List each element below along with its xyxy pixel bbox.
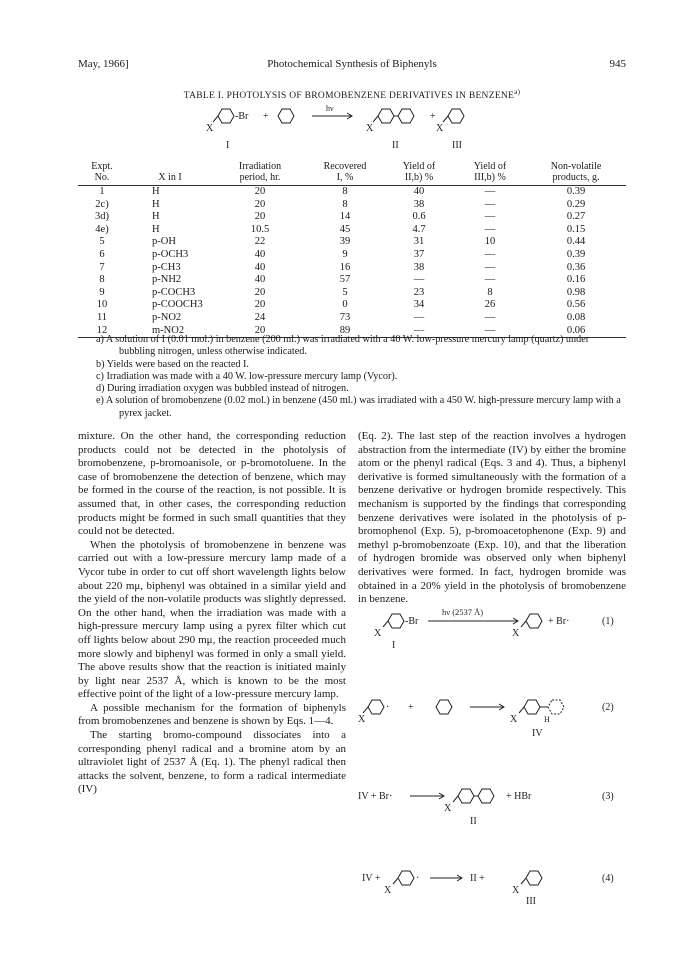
cell-period: 24	[254, 311, 266, 323]
header-date: May, 1966]	[78, 58, 129, 70]
footnote-a: a) A solution of I (0.01 mol.) in benzene (200 ml.) was irradiated with a 40 W. low-pressure mercury lamp (quartz) under bubbling nitrogen, unless otherwise indicated.	[96, 334, 590, 358]
table-row	[78, 211, 626, 224]
cell-y2: 31	[413, 236, 425, 248]
scheme-x-3: X	[436, 123, 444, 134]
cell-period: 20	[214, 325, 306, 338]
eq2-ring-radical	[368, 700, 384, 714]
eq1-ring-reactant	[388, 614, 404, 628]
paragraph: mixture. On the other hand, the corresponding reduction products could not be detected in the photolysis of bromobenzene, p-bromoanisole, or p-bromotoluene. In the case of bromobenzene the detection of benzene, which may be formed in the course of the reaction, is not possible. It is assumed that, in other cases, the corresponding reduction products might be formed in such small quantities that they could not be detected.	[78, 430, 346, 538]
cell-x: m-NO2	[126, 325, 214, 338]
cell-period: 22	[254, 236, 266, 248]
scheme-label-III: III	[452, 140, 462, 151]
cell-rec: 9	[342, 248, 348, 260]
cell-no: 7	[99, 261, 105, 273]
table-caption-sup: a)	[514, 88, 521, 96]
cell-no: 1	[99, 186, 105, 197]
eq3-ring-II-a	[458, 789, 474, 803]
cell-y3: —	[484, 186, 496, 197]
scheme-br: -Br	[235, 111, 249, 122]
ring-bromobenzene	[218, 109, 234, 123]
cell-period: 20	[254, 211, 266, 223]
eq2-h: H	[544, 715, 550, 724]
reaction-scheme	[200, 100, 530, 156]
ring-product-II-b	[398, 109, 414, 123]
table-row	[78, 262, 626, 275]
cell-nv: 0.08	[566, 311, 586, 323]
ring-product-II-a	[378, 109, 394, 123]
page-number: 945	[609, 58, 626, 70]
th-recovered: Recovered I, %	[306, 160, 384, 186]
cell-no: 6	[99, 248, 105, 260]
cell-y3: 8	[487, 286, 493, 298]
cell-period: 20	[254, 198, 266, 210]
table-caption-text: TABLE I. PHOTOLYSIS OF BROMOBENZENE DERIVATIVES IN BENZENE	[183, 91, 515, 102]
table-row	[78, 299, 626, 312]
cell-nv: 0.44	[566, 236, 586, 248]
cell-y2: —	[384, 325, 454, 338]
ring-benzene	[278, 109, 294, 123]
cell-no: 3d)	[95, 211, 109, 223]
cell-rec: 45	[339, 223, 351, 235]
th-expt: Expt. No.	[78, 160, 126, 186]
cell-y3: —	[484, 248, 496, 260]
cell-nv: 0.56	[566, 299, 586, 311]
ring-product-III	[448, 109, 464, 123]
footnote-d: d) During irradiation oxygen was bubbled instead of nitrogen.	[96, 383, 349, 395]
eq4-label-III: III	[526, 896, 536, 906]
cell-x: p-CH3	[152, 261, 181, 273]
eq3-rhs: + HBr	[506, 791, 532, 802]
cell-period: 20	[254, 286, 266, 298]
cell-period: 40	[254, 248, 266, 260]
cell-nv: 0.06	[526, 325, 626, 338]
scheme-plus-2: +	[430, 111, 436, 122]
eq4-lhs: IV +	[362, 873, 381, 884]
cell-nv: 0.39	[566, 186, 586, 197]
scheme-hv: hν	[326, 104, 334, 113]
cell-y2: 38	[413, 261, 425, 273]
table-header-row	[78, 160, 626, 186]
eq2-label-IV: IV	[532, 728, 543, 739]
scheme-plus-1: +	[263, 111, 269, 122]
table-row	[78, 249, 626, 262]
cell-y3: —	[484, 211, 496, 223]
footnote-b: b) Yields were based on the reacted I.	[96, 358, 249, 370]
eq1-label-I: I	[392, 640, 396, 651]
footnote-e: e) A solution of bromobenzene (0.02 mol.) in benzene (450 ml.) was irradiated with a 450 W. high-pressure mercury lamp with a pyrex jacket.	[96, 395, 621, 419]
cell-rec: 0	[342, 299, 348, 311]
th-nonvolatile: Non-volatile products, g.	[526, 160, 626, 186]
cell-rec: 8	[342, 198, 348, 210]
eq2-ring-IV-a	[524, 700, 540, 714]
scheme-x-2: X	[366, 123, 374, 134]
table-row	[78, 236, 626, 249]
footnote-c: c) Irradiation was made with a 40 W. low-pressure mercury lamp (Vycor).	[96, 370, 398, 382]
cell-no: 2c)	[95, 198, 109, 210]
cell-rec: 73	[339, 311, 351, 323]
cell-y3: —	[484, 274, 496, 286]
cell-y2: 37	[413, 248, 425, 260]
eq4-dot: ·	[416, 873, 420, 884]
data-table	[78, 160, 626, 338]
eq2-x-right: X	[510, 714, 518, 725]
table-row	[78, 186, 626, 199]
eq3-lhs: IV + Br·	[358, 791, 393, 802]
mechanism-equations	[358, 596, 628, 906]
cell-y2: 0.6	[412, 211, 426, 223]
header-title: Photochemical Synthesis of Biphenyls	[267, 58, 437, 70]
cell-y3: —	[484, 311, 496, 323]
cell-x: H	[152, 223, 160, 235]
cell-nv: 0.98	[566, 286, 586, 298]
cell-x: p-NO2	[152, 311, 182, 323]
cell-nv: 0.29	[566, 198, 586, 210]
table-row	[78, 287, 626, 300]
cell-x: H	[152, 211, 160, 223]
eq2-plus: +	[408, 702, 414, 713]
table-row	[78, 224, 626, 237]
scheme-label-II: II	[392, 140, 399, 151]
cell-y2: 40	[413, 186, 425, 197]
cell-x: p-OCH3	[152, 248, 189, 260]
cell-y2: 34	[413, 299, 425, 311]
cell-y2: —	[413, 274, 425, 286]
cell-no: 12	[78, 325, 126, 338]
table-row	[78, 274, 626, 287]
cell-y3: —	[484, 261, 496, 273]
cell-nv: 0.27	[566, 211, 586, 223]
eq2-number: (2)	[602, 702, 614, 713]
table-footnotes	[96, 334, 626, 420]
eq3-ring-II-b	[478, 789, 494, 803]
cell-y2: 38	[413, 198, 425, 210]
eq4-ring-III	[526, 871, 542, 885]
scheme-x-1: X	[206, 123, 214, 134]
paragraph: When the photolysis of bromobenzene in benzene was carried out with a low-pressure mercury lamp made of a Vycor tube in order to cut off short wavelength lights below about 220 mμ, biphenyl was obtained in a similar yield and the yield of the non-volatile products was slightly depressed. On the other hand, when the irradiation was made with a high-pressure mercury lamp using a pyrex filter which cut off lights below about 290 mμ, the reaction proceeded much more slowly and biphenyl was formed in only a small yield. The above results show that the reaction is initiated mainly by light near 2537 Å, which is known to be the most effective point of the light of a low-pressure mercury lamp.	[78, 538, 346, 701]
eq1-br: -Br	[405, 616, 419, 627]
cell-nv: 0.39	[566, 248, 586, 260]
cell-rec: 8	[342, 186, 348, 197]
th-x: X in I	[126, 160, 214, 186]
eq4-number: (4)	[602, 873, 614, 884]
cell-rec: 39	[339, 236, 351, 248]
eq1-number: (1)	[602, 616, 614, 627]
eq1-ring-radical	[526, 614, 542, 628]
cell-rec: 57	[339, 274, 351, 286]
cell-y2: 23	[413, 286, 425, 298]
cell-y3: 26	[484, 299, 496, 311]
cell-x: p-NH2	[152, 274, 182, 286]
cell-x: H	[152, 186, 160, 197]
cell-y2: 4.7	[412, 223, 426, 235]
cell-nv: 0.16	[566, 274, 586, 286]
eq2-ring-IV-b	[548, 700, 564, 714]
eq2-ring-benzene	[436, 700, 452, 714]
eq1-rhs: + Br·	[548, 616, 570, 627]
paragraph: A possible mechanism for the formation of biphenyls from bromobenzenes and benzene is shown by Eqs. 1—4.	[78, 701, 346, 728]
cell-period: 10.5	[250, 223, 270, 235]
cell-rec: 14	[339, 211, 351, 223]
cell-x: p-COCH3	[152, 286, 196, 298]
cell-y3: —	[484, 223, 496, 235]
paragraph: The starting bromo-compound dissociates into a corresponding phenyl radical and a bromine atom by an ultraviolet light of 2537 Å (Eq. 1). The phenyl radical then attacks the solvent, benzene, to form a radical intermediate (IV)	[78, 729, 346, 796]
eq1-x-left: X	[374, 628, 382, 639]
cell-y3: —	[454, 325, 526, 338]
running-header	[78, 58, 626, 74]
table-row	[78, 199, 626, 212]
eq1-x-right: X	[512, 628, 520, 639]
cell-period: 20	[254, 299, 266, 311]
cell-no: 9	[99, 286, 105, 298]
scheme-label-I: I	[226, 140, 230, 151]
cell-x: p-OH	[152, 236, 176, 248]
paragraph: (Eq. 2). The last step of the reaction involves a hydrogen abstraction from the intermediate (IV) by either the bromine atom or the phenyl radical (Eqs. 3 and 4). Thus, a biphenyl derivative is formed simultaneously with the formation of a benzene derivative or hydrogen bromide respectively. This mechanism is supported by the findings that corresponding benzene derivatives were isolated in the photolysis of p-bromophenol (Exp. 5), p-bromoacetophenone (Exp. 9) and methyl p-bromobenzoate (Exp. 10), and that the liberation of hydrogen bromide was observed only when biphenyl derivatives were formed. In fact, hydrogen bromide was obtained in a 20% yield in the photolysis of bromobenzene in benzene.	[358, 430, 626, 606]
cell-no: 8	[99, 274, 105, 286]
eq3-label-II: II	[470, 816, 477, 827]
eq3-number: (3)	[602, 791, 614, 802]
cell-no: 11	[96, 311, 108, 323]
cell-no: 4e)	[95, 223, 109, 235]
table-row	[78, 312, 626, 325]
body-column-left	[78, 430, 346, 797]
cell-period: 20	[254, 186, 266, 197]
cell-x: H	[152, 198, 160, 210]
cell-no: 5	[99, 236, 105, 248]
eq2-x-left: X	[358, 714, 366, 725]
eq2-dot: ·	[386, 702, 390, 713]
eq4-ring-radical	[398, 871, 414, 885]
cell-y3: —	[484, 198, 496, 210]
eq4-x-left: X	[384, 885, 392, 896]
eq1-arrow-label: hν (2537 Å)	[442, 607, 484, 617]
th-period: Irradiation period, hr.	[214, 160, 306, 186]
cell-nv: 0.15	[566, 223, 586, 235]
cell-y3: 10	[484, 236, 496, 248]
cell-nv: 0.36	[566, 261, 586, 273]
cell-rec: 16	[339, 261, 351, 273]
eq4-x-right: X	[512, 885, 520, 896]
eq3-x: X	[444, 803, 452, 814]
cell-x: p-COOCH3	[152, 299, 203, 311]
cell-rec: 89	[306, 325, 384, 338]
cell-no: 10	[96, 299, 108, 311]
cell-rec: 5	[342, 286, 348, 298]
eq4-mid: II +	[470, 873, 485, 884]
body-column-right	[358, 430, 626, 607]
cell-period: 40	[254, 274, 266, 286]
cell-y2: —	[413, 311, 425, 323]
th-yield-iii: Yield of III,b) %	[454, 160, 526, 186]
th-yield-ii: Yield of II,b) %	[384, 160, 454, 186]
cell-period: 40	[254, 261, 266, 273]
